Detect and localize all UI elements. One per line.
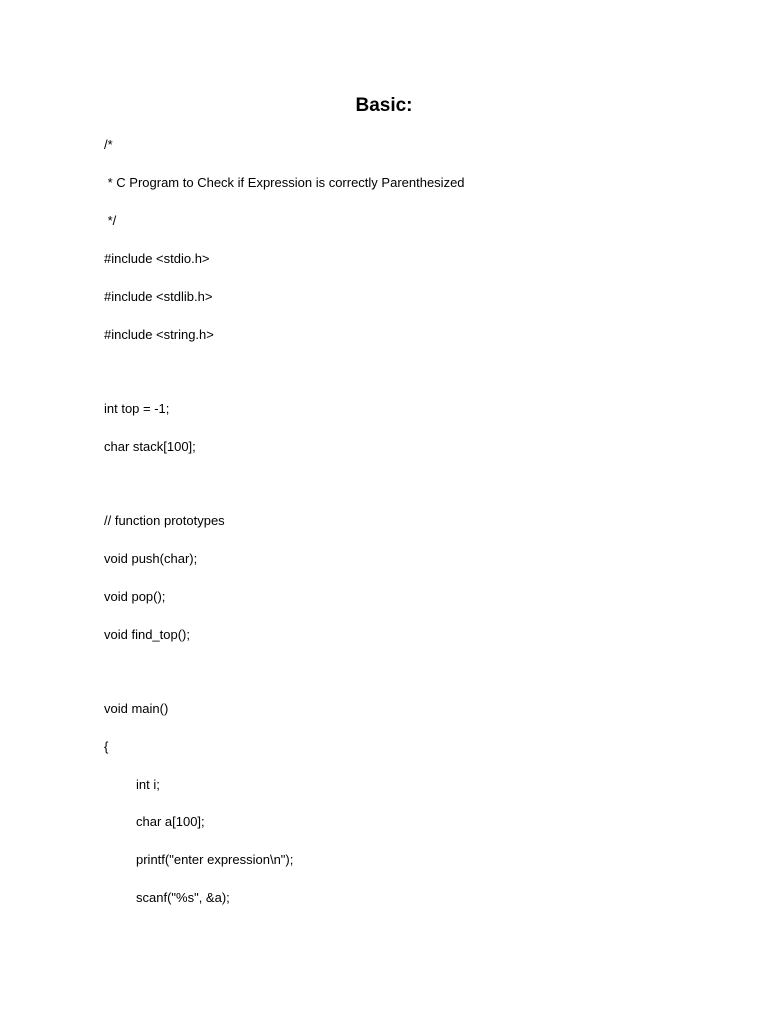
code-line: char a[100]; [136,814,205,829]
code-line: int i; [136,777,160,792]
code-line: void find_top(); [104,627,190,642]
code-line: void pop(); [104,589,166,604]
page-title: Basic: [355,95,413,116]
code-line: printf("enter expression\n"); [136,852,294,867]
code-line: /* [104,137,113,152]
code-line: int top = -1; [104,401,170,416]
code-line: #include <stdlib.h> [104,289,213,304]
code-line: #include <string.h> [104,327,214,342]
code-line: scanf("%s", &a); [136,890,230,905]
code-line: void main() [104,701,169,716]
code-line: // function prototypes [104,513,225,528]
code-line: */ [104,213,117,228]
code-line: { [104,739,109,754]
code-line: * C Program to Check if Expression is correctly Parenthesized [104,175,465,190]
code-line: char stack[100]; [104,439,196,454]
code-line: #include <stdio.h> [104,251,210,266]
code-line: void push(char); [104,551,198,566]
